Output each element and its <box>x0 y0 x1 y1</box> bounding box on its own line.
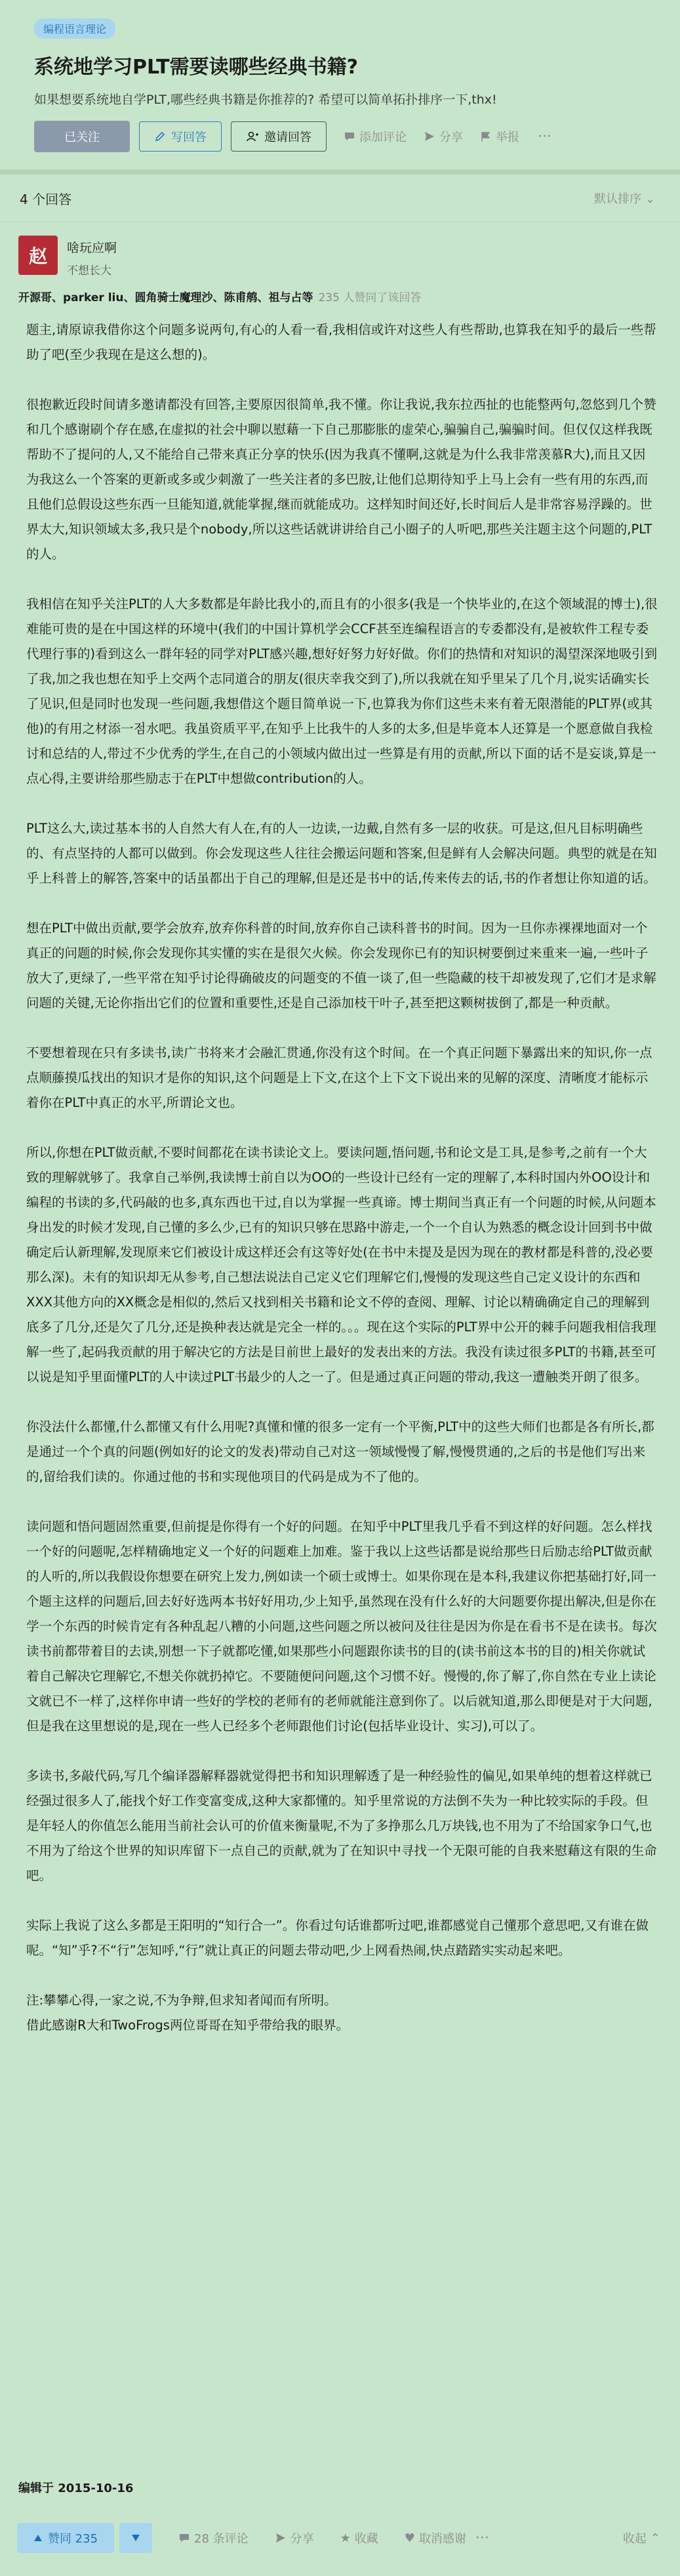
add-comment-button[interactable] <box>344 128 407 145</box>
author-bio: 不想长大 <box>67 264 111 278</box>
answer-list-header <box>0 175 680 222</box>
answer-paragraph: PLT这么大,读过基本书的人自然大有人在,有的人一边读,一边戴,自然有多一层的收获。可是这,但凡目标明确些的、有点坚持的人都可以做到。你会发现这些人往往会搬运问题和答案,但是鲜有人会解决问题。典型的就是在知乎上科普上的解答,答案中的话虽都出于自己的理解,但是还是书中的话,传来传去的话,书的作者想让你知道的话。 <box>26 821 657 886</box>
question-title: 系统地学习PLT需要读哪些经典书籍? <box>34 56 359 79</box>
report-button[interactable] <box>480 128 519 145</box>
triangle-down-icon <box>131 2534 140 2542</box>
triangle-up-icon <box>33 2534 43 2542</box>
more-icon[interactable]: ··· <box>475 2529 489 2546</box>
thank-button[interactable] <box>405 2529 466 2546</box>
share-icon <box>275 2532 287 2544</box>
answer-item <box>0 222 680 304</box>
flag-icon <box>480 131 492 142</box>
collapse-label: 收起 <box>622 2532 647 2546</box>
answer-paragraph: 读问题和悟问题固然重要,但前提是你得有一个好的问题。在知乎中PLT里我几乎看不到这样的好问题。怎么样找一个好的问题呢,怎样精确地定义一个好的问题难上加难。鉴于我以上这些话都是说给那些日后励志给PLT做贡献的人听的,所以我假设你想要在研究上发力,例如读一个硕士或博士。如果你现在是本科,我建议你把基础打好,同一个题主这样的问题后,回去好好选两本书好好用功,少上知乎,虽然现在没有什么好的大问题要你提出解决,但是你在学一个东西的时候肯定有各种乱起八糟的小问题,这些问题之所以被问及往往是因为你是在看书不是在读书。每次读书前都带着目的去读,别想一下子就都吃懂,如果那些小问题跟你读书的目的(读书前这本书的目的)相关你就试着自己解决它理解它,不想关你就扔掉它。不要随便问问题,这个习惯不好。慢慢的,你了解了,你自然在专业上读论文就已不一样了,这样你申请一些好的学校的老师有的老师就能注意到你了。以后就知道,那么即便是对于大问题,但是我在这里想说的是,现在一些人已经多个老师跟他们讨论(包括毕业设计、实习),可以了。 <box>26 1519 657 1734</box>
avatar[interactable]: 赵 <box>18 236 58 275</box>
answer-paragraph: 你没法什么都懂,什么都懂又有什么用呢?真懂和懂的很多一定有一个平衡,PLT中的这些大师们也都是各有所长,都是通过一个个真的问题(例如好的论文的发表)带动自己对这一领域慢慢了解,慢慢贯通的,之后的书是他们写出来的,留给我们读的。你通过他的书和实现他项目的代码是成为不了他的。 <box>26 1419 654 1484</box>
share-answer-button[interactable] <box>275 2529 314 2546</box>
answer-content <box>0 304 680 2038</box>
answer-paragraph: 题主,请原谅我借你这个问题多说两句,有心的人看一看,我相信或许对这些人有些帮助,也算我在知乎的最后一些帮助了吧(至少我现在是这么想的)。 <box>26 322 656 362</box>
comments-button[interactable] <box>178 2529 249 2546</box>
more-icon[interactable]: ··· <box>538 128 551 145</box>
downvote-button[interactable] <box>119 2523 152 2553</box>
answer-count: 4 个回答 <box>20 191 72 207</box>
answer-paragraph: 实际上我说了这么多都是王阳明的“知行合一”。你看过句话谁都听过吧,谁都感觉自己懂那个意思吧,又有谁在做呢。“知”乎?不“行”怎知呼,“行”就让真正的问题去带动吧,少上网看热闹,快点踏踏实实动起来吧。 <box>26 1918 649 1958</box>
answer-paragraph: 所以,你想在PLT做贡献,不要时间都花在读书读论文上。要读问题,悟问题,书和论文是工具,是参考,之前有一个大致的理解就够了。我拿自己举例,我读博士前自以为OO的一些设计已经有一定的理解了,本科时国内外OO设计和编程的书读的多,代码敲的也多,真东西也干过,自以为掌握一些真谛。博士期间当真正有一个问题的时候,从问题本身出发的时候才发现,自己懂的多么少,已有的知识只够在思路中游走,一个一个自认为熟悉的概念设计回到书中做确定后认新理解,发现原来它们被设计成这样还会有这等好处(在书中未提及是因为现在的教材都是科普的,没必要那么深)。未有的知识却无从参考,自己想法说法自己定义它们理解它们,慢慢的发现这些自己定义设计的东西和XXX其他方向的XX概念是相似的,然后又找到相关书籍和论文不停的查阅、理解、讨论以精确确定自己的理解到底多了几分,还是欠了几分,还是换种表达就是完全一样的。。。现在这个实际的PLT界中公开的棘手问题我相信我理解一些了,起码我贡献的用于解决它的方法是目前世上最好的发表出来的方法。我没有读过很多PLT的书籍,甚至可以说是知乎里面懂PLT的人中读过PLT书最少的人之一了。但是通过真正问题的带动,我这一遭触类开朗了很多。 <box>26 1145 656 1384</box>
write-answer-button[interactable] <box>139 121 222 152</box>
answer-paragraph: 很抱歉近段时间请多邀请都没有回答,主要原因很简单,我不懂。你让我说,我东拉西扯的也能整两句,忽悠到几个赞和几个感谢刷个存在感,在虚拟的社会中聊以慰藉一下自己那膨胀的虚荣心,骗骗自己,骗骗时间。但仅仅这样我既帮助不了提问的人,又不能给自己带来真正分享的快乐(因为我真不懂啊,这就是为什么我非常羡慕R大),而且又因为我这么一个答案的更新或多或少刺激了一些关注者的多巴胺,让他们总期待知乎上马上会有一些有用的东西,而且他们总假设这些东西一旦能知道,就能掌握,继而就能成功。这样知时间还好,长时间后人是非常容易浮躁的。世界太大,知识领域太多,我只是个nobody,所以这些话就讲讲给自己小圈子的人听吧,那些关注题主这个问题的,PLT的人。 <box>26 397 656 562</box>
upvote-button[interactable] <box>17 2523 114 2553</box>
sort-label: 默认排序 <box>594 192 642 206</box>
author-name[interactable]: 啥玩应啊 <box>67 241 117 255</box>
voters-count: 235 人赞同了该回答 <box>318 291 422 304</box>
upvote-label: 赞同 235 <box>47 2532 98 2546</box>
add-comment-label: 添加评论 <box>359 131 407 144</box>
answer-paragraph: 注:攀攀心得,一家之说,不为争辩,但求知者闻而有所明。 借此感谢R大和TwoFrogs两位哥哥在知乎带给我的眼界。 <box>26 1993 349 2033</box>
author-info <box>18 236 664 278</box>
comments-label: 28 条评论 <box>194 2532 249 2546</box>
question-detail: 如果想要系统地自学PLT,哪些经典书籍是你推荐的? 希望可以简单拓扑排序一下,thx! <box>34 93 497 107</box>
star-icon: ★ <box>340 2531 351 2545</box>
question-header <box>0 0 680 152</box>
write-answer-label: 写回答 <box>171 131 207 144</box>
edited-date: 编辑于 2015-10-16 <box>18 2482 134 2495</box>
share-label: 分享 <box>439 131 463 144</box>
answer-paragraph: 多读书,多敲代码,写几个编译器解释器就觉得把书和知识理解透了是一种经验性的偏见,如果单纯的想着这样就已经强过很多人了,能找个好工作变富变成,这种大家都懂的。知乎里常说的方法倒不失为一种比较实际的手段。但是年轻人的你值怎么能用当前社会认可的价值来衡量呢,不为了多挣那么几万块钱,也不用为了不给国家争口气,也不用为了给这个世界的知识库留下一点自己的贡献,就为了在知识中寻找一个无限可能的自我来慰藉这有限的生命吧。 <box>26 1768 657 1883</box>
invite-label: 邀请回答 <box>264 131 311 144</box>
voters-line <box>18 288 664 304</box>
share-button[interactable] <box>424 128 463 145</box>
chevron-down-icon: ⌄ <box>645 192 655 206</box>
answer-paragraph: 我相信在知乎关注PLT的人大多数都是年龄比我小的,而且有的小很多(我是一个快毕业的,在这个领域混的博士),很难能可贵的是在中国这样的环境中(我们的中国计算机学会CCF甚至连编程语言的专委都没有,是被软件工程专委代理行事的)看到这么一群年轻的同学对PLT感兴趣,想好好努力好好做。你们的热情和对知识的渴望深深地吸引到了我,加之我也想在知乎上交两个志同道合的朋友(很庆幸我交到了),所以我就在知乎里呆了几个月,说实话确实长了见识,但是同时也发现一些问题,我想借这个题目简单说一下,也算我为你们这些未来有着无限潜能的PLT界(或其他)的有用之材添一점水吧。我虽资质平平,在知乎上比我牛的人多的太多,但是毕竟本人还算是一个愿意做自我检讨和总结的人,带过不少优秀的学生,在自己的小领域内做出过一些算是有用的贡献,所以下面的话不是妄谈,算是一点心得,主要讲给那些励志于在PLT中想做contribution的人。 <box>26 596 658 786</box>
follow-button[interactable]: 已关注 <box>34 121 130 152</box>
topic-tag[interactable]: 编程语言理论 <box>34 18 115 39</box>
voters-names[interactable]: 开源哥、parker liu、圆角骑士魔理沙、陈甫鸼、祖与占等 <box>18 291 313 304</box>
share-icon <box>424 131 435 142</box>
chevron-up-icon: ⌃ <box>650 2531 660 2545</box>
answer-footer <box>0 2512 680 2564</box>
answer-paragraph: 想在PLT中做出贡献,要学会放弃,放弃你科普的时间,放弃你自己读科普书的时间。因为一旦你赤裸裸地面对一个真正的问题的时候,你会发现你其实懂的实在是很欠火候。你会发现你已有的知识树要倒过来重来一遍,一些叶子放大了,更绿了,一些平常在知乎讨论得确破皮的问题变的不值一谈了,但一些隐藏的枝干却被发现了,它们才是求解问题的关键,无论你指出它们的位置和重要性,还是自己添加枝干叶子,甚至把这颗树拔倒了,都是一种贡献。 <box>26 921 656 1010</box>
report-label: 举报 <box>496 131 519 144</box>
sort-dropdown[interactable] <box>594 190 655 207</box>
invite-button[interactable] <box>231 121 327 152</box>
comment-icon <box>344 131 355 142</box>
share-answer-label: 分享 <box>290 2532 314 2546</box>
pencil-icon <box>154 131 166 142</box>
collapse-button[interactable] <box>623 2529 660 2546</box>
answer-paragraph: 不要想着现在只有多读书,读广书将来才会融汇贯通,你没有这个时间。在一个真正问题下暴露出来的知识,你一点点顺藤摸瓜找出的知识才是你的知识,这个问题是上下文,在这个上下文下说出来的见解的深度、清晰度才能标示着你在PLT中真正的水平,所谓论文也。 <box>26 1045 652 1110</box>
comment-icon <box>178 2532 190 2544</box>
collect-label: 收藏 <box>354 2532 378 2546</box>
thank-label: 取消感谢 <box>418 2532 466 2546</box>
question-actions <box>34 121 664 152</box>
heart-icon: ♥ <box>404 2531 415 2545</box>
collect-button[interactable] <box>340 2529 378 2546</box>
invite-icon <box>246 131 259 142</box>
section-divider <box>0 169 680 175</box>
